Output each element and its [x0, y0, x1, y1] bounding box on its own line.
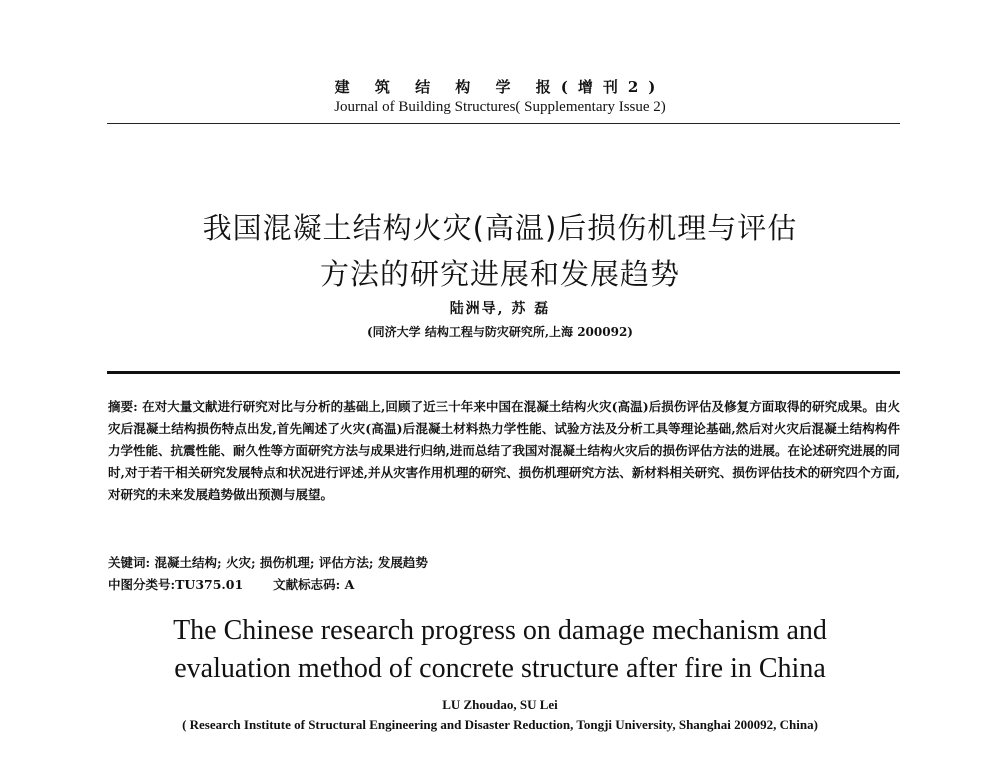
article-title-en: [0, 612, 1000, 688]
journal-name-cn: 建 筑 结 构 学 报(增刊2): [334, 78, 666, 96]
clc-label: 中图分类号:: [108, 577, 176, 592]
authors-cn: 陆洲导, 苏 磊: [449, 301, 551, 317]
doc-code-value: A: [344, 577, 355, 592]
title-en-line2: evaluation method of concrete structure after fire in China: [174, 653, 826, 684]
affiliation-en: ( Research Institute of Structural Engineering and Disaster Reduction, Tongji University, Shanghai 200092, China): [182, 717, 818, 732]
title-en-line1: The Chinese research progress on damage mechanism and: [173, 615, 827, 646]
abstract-text: 在对大量文献进行研究对比与分析的基础上,回顾了近三十年来中国在混凝土结构火灾(高温)后损伤评估及修复方面取得的研究成果。由火灾后混凝土结构损伤特点出发,首先阐述了火灾(高温)后混凝土材料热力学性能、试验方法及分析工具等理论基础,然后对火灾后混凝土结构构件力学性能、抗震性能、耐久性等方面研究方法与成果进行归纳,进而总结了我国对混凝土结构火灾后的损伤评估方法的进展。在论述研究进展的同时,对于若干相关研究发展特点和状况进行评述,并从灾害作用机理的研究、损伤机理研究方法、新材料相关研究、损伤评估技术的研究四个方面,对研究的未来发展趋势做出预测与展望。: [108, 399, 900, 502]
keywords-label: 关键词:: [108, 555, 151, 570]
classification-line: [108, 575, 900, 593]
section-rule: [107, 371, 900, 374]
title-cn-line2: 方法的研究进展和发展趋势: [319, 257, 680, 291]
abstract-cn: [108, 396, 900, 506]
journal-name-en: Journal of Building Structures( Supplementary Issue 2): [334, 99, 666, 115]
keywords-text: 混凝土结构; 火灾; 损伤机理; 评估方法; 发展趋势: [154, 555, 428, 570]
clc-value: TU375.01: [175, 577, 244, 592]
header-rule: [107, 123, 900, 124]
authors-en: LU Zhoudao, SU Lei: [442, 697, 558, 712]
doc-code-label: 文献标志码:: [273, 577, 341, 592]
title-cn-line1: 我国混凝土结构火灾(高温)后损伤机理与评估: [202, 211, 798, 245]
article-title-cn: [0, 205, 1000, 297]
affiliation-cn: (同济大学 结构工程与防灾研究所,上海 200092): [367, 325, 633, 339]
abstract-label: 摘要:: [108, 399, 138, 414]
keywords-cn: [108, 553, 900, 571]
